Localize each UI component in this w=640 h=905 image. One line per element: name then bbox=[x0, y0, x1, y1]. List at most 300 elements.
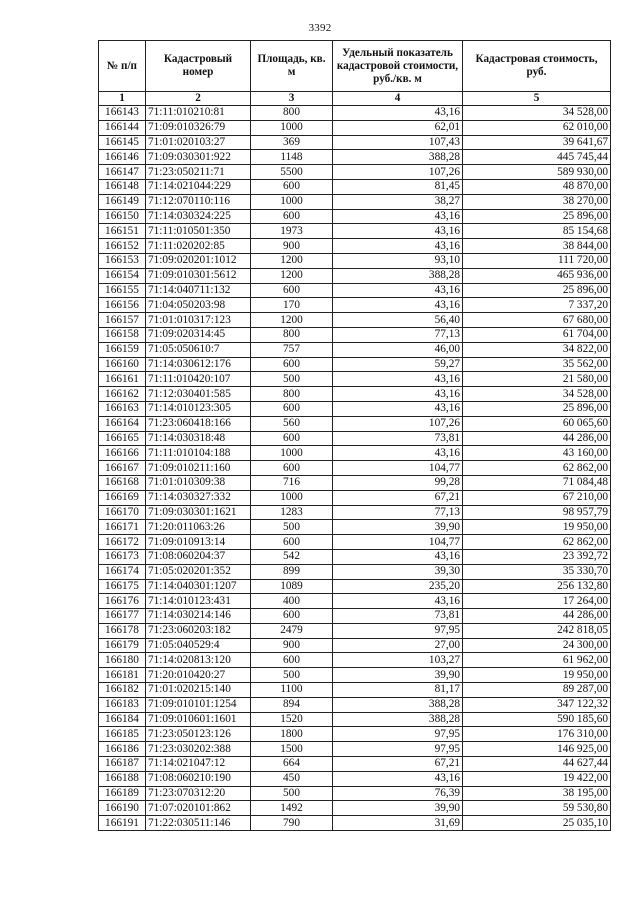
cadastral-number-cell: 71:04:050203:98 bbox=[146, 298, 251, 313]
cadastral-value-cell: 146 925,00 bbox=[463, 742, 611, 757]
unit-value-cell: 43,16 bbox=[333, 239, 463, 254]
area-cell: 1500 bbox=[251, 742, 333, 757]
table-row bbox=[99, 387, 611, 402]
area-cell: 716 bbox=[251, 475, 333, 490]
area-cell: 600 bbox=[251, 179, 333, 194]
cadastral-value-cell: 61 962,00 bbox=[463, 653, 611, 668]
area-cell: 400 bbox=[251, 594, 333, 609]
area-cell: 2479 bbox=[251, 623, 333, 638]
table-row bbox=[99, 475, 611, 490]
table-row bbox=[99, 564, 611, 579]
cadastral-number-cell: 71:01:020103:27 bbox=[146, 135, 251, 150]
unit-value-cell: 388,28 bbox=[333, 697, 463, 712]
area-cell: 800 bbox=[251, 387, 333, 402]
unit-value-cell: 43,16 bbox=[333, 549, 463, 564]
area-cell: 1089 bbox=[251, 579, 333, 594]
unit-value-cell: 43,16 bbox=[333, 446, 463, 461]
row-number-cell: 166153 bbox=[99, 253, 146, 268]
table-row bbox=[99, 253, 611, 268]
cadastral-value-cell: 347 122,32 bbox=[463, 697, 611, 712]
cadastral-number-cell: 71:23:060418:166 bbox=[146, 416, 251, 431]
row-number-cell: 166154 bbox=[99, 268, 146, 283]
column-number-row bbox=[99, 92, 611, 106]
cadastral-number-cell: 71:01:020215:140 bbox=[146, 683, 251, 698]
area-cell: 899 bbox=[251, 564, 333, 579]
cadastral-value-cell: 44 286,00 bbox=[463, 431, 611, 446]
area-cell: 500 bbox=[251, 668, 333, 683]
area-cell: 5500 bbox=[251, 165, 333, 180]
row-number-cell: 166190 bbox=[99, 801, 146, 816]
unit-value-cell: 93,10 bbox=[333, 253, 463, 268]
cadastral-value-cell: 61 704,00 bbox=[463, 327, 611, 342]
table-row bbox=[99, 120, 611, 135]
row-number-cell: 166170 bbox=[99, 505, 146, 520]
column-number: 5 bbox=[463, 92, 611, 106]
cadastral-value-cell: 465 936,00 bbox=[463, 268, 611, 283]
cadastral-number-cell: 71:08:060210:190 bbox=[146, 771, 251, 786]
cadastral-value-table bbox=[98, 40, 611, 831]
unit-value-cell: 97,95 bbox=[333, 742, 463, 757]
unit-value-cell: 107,43 bbox=[333, 135, 463, 150]
unit-value-cell: 67,21 bbox=[333, 757, 463, 772]
table-row bbox=[99, 209, 611, 224]
row-number-cell: 166180 bbox=[99, 653, 146, 668]
cadastral-number-cell: 71:14:040301:1207 bbox=[146, 579, 251, 594]
unit-value-cell: 97,95 bbox=[333, 727, 463, 742]
area-cell: 1000 bbox=[251, 446, 333, 461]
cadastral-value-cell: 38 844,00 bbox=[463, 239, 611, 254]
unit-value-cell: 46,00 bbox=[333, 342, 463, 357]
unit-value-cell: 38,27 bbox=[333, 194, 463, 209]
table-row bbox=[99, 342, 611, 357]
cadastral-value-cell: 25 035,10 bbox=[463, 816, 611, 831]
cadastral-number-cell: 71:08:060204:37 bbox=[146, 549, 251, 564]
cadastral-value-cell: 43 160,00 bbox=[463, 446, 611, 461]
header-cadastral-value: Кадастровая стоимость, руб. bbox=[463, 41, 611, 92]
row-number-cell: 166150 bbox=[99, 209, 146, 224]
unit-value-cell: 76,39 bbox=[333, 786, 463, 801]
column-number: 2 bbox=[146, 92, 251, 106]
cadastral-value-cell: 19 422,00 bbox=[463, 771, 611, 786]
area-cell: 757 bbox=[251, 342, 333, 357]
column-number: 1 bbox=[99, 92, 146, 106]
area-cell: 1800 bbox=[251, 727, 333, 742]
area-cell: 1100 bbox=[251, 683, 333, 698]
cadastral-value-cell: 19 950,00 bbox=[463, 520, 611, 535]
cadastral-number-cell: 71:14:030318:48 bbox=[146, 431, 251, 446]
cadastral-value-cell: 67 210,00 bbox=[463, 490, 611, 505]
cadastral-value-cell: 85 154,68 bbox=[463, 224, 611, 239]
table-row bbox=[99, 594, 611, 609]
row-number-cell: 166176 bbox=[99, 594, 146, 609]
cadastral-value-cell: 44 286,00 bbox=[463, 609, 611, 624]
cadastral-value-cell: 67 680,00 bbox=[463, 313, 611, 328]
row-number-cell: 166168 bbox=[99, 475, 146, 490]
area-cell: 664 bbox=[251, 757, 333, 772]
area-cell: 500 bbox=[251, 786, 333, 801]
unit-value-cell: 43,16 bbox=[333, 594, 463, 609]
cadastral-value-cell: 62 010,00 bbox=[463, 120, 611, 135]
cadastral-number-cell: 71:14:030327:332 bbox=[146, 490, 251, 505]
cadastral-number-cell: 71:09:020201:1012 bbox=[146, 253, 251, 268]
cadastral-number-cell: 71:09:010101:1254 bbox=[146, 697, 251, 712]
table-row bbox=[99, 520, 611, 535]
cadastral-number-cell: 71:01:010309:38 bbox=[146, 475, 251, 490]
row-number-cell: 166172 bbox=[99, 535, 146, 550]
unit-value-cell: 107,26 bbox=[333, 416, 463, 431]
cadastral-value-cell: 34 822,00 bbox=[463, 342, 611, 357]
unit-value-cell: 43,16 bbox=[333, 209, 463, 224]
area-cell: 170 bbox=[251, 298, 333, 313]
row-number-cell: 166189 bbox=[99, 786, 146, 801]
cadastral-value-cell: 25 896,00 bbox=[463, 283, 611, 298]
area-cell: 600 bbox=[251, 431, 333, 446]
row-number-cell: 166148 bbox=[99, 179, 146, 194]
cadastral-value-cell: 25 896,00 bbox=[463, 209, 611, 224]
table-row bbox=[99, 372, 611, 387]
cadastral-value-cell: 35 562,00 bbox=[463, 357, 611, 372]
cadastral-number-cell: 71:11:010210:81 bbox=[146, 106, 251, 121]
row-number-cell: 166151 bbox=[99, 224, 146, 239]
unit-value-cell: 27,00 bbox=[333, 638, 463, 653]
cadastral-value-cell: 71 084,48 bbox=[463, 475, 611, 490]
table-row bbox=[99, 801, 611, 816]
table-row bbox=[99, 668, 611, 683]
cadastral-value-cell: 24 300,00 bbox=[463, 638, 611, 653]
row-number-cell: 166163 bbox=[99, 401, 146, 416]
cadastral-number-cell: 71:09:030301:922 bbox=[146, 150, 251, 165]
cadastral-value-cell: 25 896,00 bbox=[463, 401, 611, 416]
table-row bbox=[99, 179, 611, 194]
unit-value-cell: 43,16 bbox=[333, 283, 463, 298]
unit-value-cell: 104,77 bbox=[333, 461, 463, 476]
cadastral-number-cell: 71:14:030612:176 bbox=[146, 357, 251, 372]
unit-value-cell: 43,16 bbox=[333, 387, 463, 402]
cadastral-number-cell: 71:23:070312:20 bbox=[146, 786, 251, 801]
unit-value-cell: 39,30 bbox=[333, 564, 463, 579]
table-row bbox=[99, 194, 611, 209]
row-number-cell: 166169 bbox=[99, 490, 146, 505]
cadastral-number-cell: 71:09:020314:45 bbox=[146, 327, 251, 342]
unit-value-cell: 388,28 bbox=[333, 150, 463, 165]
table-row bbox=[99, 416, 611, 431]
column-number: 4 bbox=[333, 92, 463, 106]
header-row-number: № п/п bbox=[99, 41, 146, 92]
area-cell: 900 bbox=[251, 239, 333, 254]
area-cell: 1000 bbox=[251, 120, 333, 135]
cadastral-number-cell: 71:05:050610:7 bbox=[146, 342, 251, 357]
cadastral-number-cell: 71:11:020202:85 bbox=[146, 239, 251, 254]
table-body bbox=[99, 106, 611, 831]
cadastral-value-cell: 34 528,00 bbox=[463, 387, 611, 402]
cadastral-number-cell: 71:09:010211:160 bbox=[146, 461, 251, 476]
unit-value-cell: 73,81 bbox=[333, 431, 463, 446]
table-row bbox=[99, 742, 611, 757]
table-row bbox=[99, 535, 611, 550]
table-row bbox=[99, 712, 611, 727]
table-row bbox=[99, 446, 611, 461]
cadastral-number-cell: 71:11:010104:188 bbox=[146, 446, 251, 461]
table-row bbox=[99, 653, 611, 668]
cadastral-number-cell: 71:01:010317:123 bbox=[146, 313, 251, 328]
table-row bbox=[99, 431, 611, 446]
area-cell: 600 bbox=[251, 209, 333, 224]
cadastral-value-cell: 44 627,44 bbox=[463, 757, 611, 772]
row-number-cell: 166173 bbox=[99, 549, 146, 564]
cadastral-number-cell: 71:07:020101:862 bbox=[146, 801, 251, 816]
unit-value-cell: 62,01 bbox=[333, 120, 463, 135]
table-header bbox=[99, 41, 611, 106]
area-cell: 1520 bbox=[251, 712, 333, 727]
cadastral-value-cell: 62 862,00 bbox=[463, 461, 611, 476]
area-cell: 1492 bbox=[251, 801, 333, 816]
row-number-cell: 166157 bbox=[99, 313, 146, 328]
row-number-cell: 166184 bbox=[99, 712, 146, 727]
table-row bbox=[99, 239, 611, 254]
row-number-cell: 166147 bbox=[99, 165, 146, 180]
unit-value-cell: 43,16 bbox=[333, 106, 463, 121]
table-row bbox=[99, 135, 611, 150]
row-number-cell: 166174 bbox=[99, 564, 146, 579]
area-cell: 1200 bbox=[251, 268, 333, 283]
cadastral-number-cell: 71:23:050123:126 bbox=[146, 727, 251, 742]
header-unit-value: Удельный показатель кадастровой стоимости, руб./кв. м bbox=[333, 41, 463, 92]
unit-value-cell: 43,16 bbox=[333, 298, 463, 313]
column-number: 3 bbox=[251, 92, 333, 106]
cadastral-value-cell: 21 580,00 bbox=[463, 372, 611, 387]
row-number-cell: 166179 bbox=[99, 638, 146, 653]
row-number-cell: 166152 bbox=[99, 239, 146, 254]
row-number-cell: 166144 bbox=[99, 120, 146, 135]
unit-value-cell: 388,28 bbox=[333, 712, 463, 727]
row-number-cell: 166162 bbox=[99, 387, 146, 402]
unit-value-cell: 81,17 bbox=[333, 683, 463, 698]
area-cell: 369 bbox=[251, 135, 333, 150]
header-row bbox=[99, 41, 611, 92]
cadastral-number-cell: 71:14:040711:132 bbox=[146, 283, 251, 298]
cadastral-value-cell: 176 310,00 bbox=[463, 727, 611, 742]
unit-value-cell: 59,27 bbox=[333, 357, 463, 372]
table-row bbox=[99, 816, 611, 831]
area-cell: 1200 bbox=[251, 313, 333, 328]
unit-value-cell: 31,69 bbox=[333, 816, 463, 831]
cadastral-number-cell: 71:14:010123:431 bbox=[146, 594, 251, 609]
unit-value-cell: 97,95 bbox=[333, 623, 463, 638]
area-cell: 600 bbox=[251, 357, 333, 372]
unit-value-cell: 67,21 bbox=[333, 490, 463, 505]
cadastral-value-cell: 62 862,00 bbox=[463, 535, 611, 550]
unit-value-cell: 99,28 bbox=[333, 475, 463, 490]
cadastral-number-cell: 71:09:010301:5612 bbox=[146, 268, 251, 283]
header-cadastral-number: Кадастровый номер bbox=[146, 41, 251, 92]
cadastral-number-cell: 71:23:050211:71 bbox=[146, 165, 251, 180]
cadastral-value-cell: 34 528,00 bbox=[463, 106, 611, 121]
unit-value-cell: 39,90 bbox=[333, 801, 463, 816]
row-number-cell: 166149 bbox=[99, 194, 146, 209]
row-number-cell: 166186 bbox=[99, 742, 146, 757]
area-cell: 600 bbox=[251, 401, 333, 416]
row-number-cell: 166185 bbox=[99, 727, 146, 742]
unit-value-cell: 39,90 bbox=[333, 520, 463, 535]
cadastral-value-cell: 35 330,70 bbox=[463, 564, 611, 579]
area-cell: 450 bbox=[251, 771, 333, 786]
table-row bbox=[99, 609, 611, 624]
cadastral-number-cell: 71:12:030401:585 bbox=[146, 387, 251, 402]
row-number-cell: 166183 bbox=[99, 697, 146, 712]
table-row bbox=[99, 638, 611, 653]
table-row bbox=[99, 579, 611, 594]
area-cell: 500 bbox=[251, 372, 333, 387]
area-cell: 1973 bbox=[251, 224, 333, 239]
unit-value-cell: 56,40 bbox=[333, 313, 463, 328]
table-row bbox=[99, 357, 611, 372]
area-cell: 894 bbox=[251, 697, 333, 712]
cadastral-value-cell: 590 185,60 bbox=[463, 712, 611, 727]
table-row bbox=[99, 461, 611, 476]
row-number-cell: 166158 bbox=[99, 327, 146, 342]
area-cell: 600 bbox=[251, 283, 333, 298]
area-cell: 600 bbox=[251, 535, 333, 550]
row-number-cell: 166165 bbox=[99, 431, 146, 446]
table-row bbox=[99, 268, 611, 283]
cadastral-number-cell: 71:20:011063:26 bbox=[146, 520, 251, 535]
table-row bbox=[99, 505, 611, 520]
cadastral-number-cell: 71:05:040529:4 bbox=[146, 638, 251, 653]
cadastral-number-cell: 71:09:010601:1601 bbox=[146, 712, 251, 727]
cadastral-number-cell: 71:05:020201:352 bbox=[146, 564, 251, 579]
area-cell: 800 bbox=[251, 106, 333, 121]
cadastral-value-cell: 19 950,00 bbox=[463, 668, 611, 683]
unit-value-cell: 43,16 bbox=[333, 224, 463, 239]
row-number-cell: 166167 bbox=[99, 461, 146, 476]
cadastral-value-cell: 242 818,05 bbox=[463, 623, 611, 638]
row-number-cell: 166155 bbox=[99, 283, 146, 298]
cadastral-number-cell: 71:14:030324:225 bbox=[146, 209, 251, 224]
cadastral-value-cell: 38 195,00 bbox=[463, 786, 611, 801]
table-row bbox=[99, 623, 611, 638]
unit-value-cell: 43,16 bbox=[333, 372, 463, 387]
unit-value-cell: 73,81 bbox=[333, 609, 463, 624]
cadastral-number-cell: 71:23:060203:182 bbox=[146, 623, 251, 638]
unit-value-cell: 107,26 bbox=[333, 165, 463, 180]
table-row bbox=[99, 401, 611, 416]
row-number-cell: 166145 bbox=[99, 135, 146, 150]
cadastral-number-cell: 71:11:010501:350 bbox=[146, 224, 251, 239]
area-cell: 600 bbox=[251, 461, 333, 476]
cadastral-number-cell: 71:14:021044:229 bbox=[146, 179, 251, 194]
row-number-cell: 166160 bbox=[99, 357, 146, 372]
cadastral-value-cell: 256 132,80 bbox=[463, 579, 611, 594]
unit-value-cell: 39,90 bbox=[333, 668, 463, 683]
table-row bbox=[99, 150, 611, 165]
table-row bbox=[99, 549, 611, 564]
row-number-cell: 166146 bbox=[99, 150, 146, 165]
unit-value-cell: 81,45 bbox=[333, 179, 463, 194]
row-number-cell: 166175 bbox=[99, 579, 146, 594]
cadastral-number-cell: 71:14:021047:12 bbox=[146, 757, 251, 772]
row-number-cell: 166182 bbox=[99, 683, 146, 698]
table-row bbox=[99, 298, 611, 313]
cadastral-value-cell: 98 957,79 bbox=[463, 505, 611, 520]
area-cell: 1200 bbox=[251, 253, 333, 268]
cadastral-value-cell: 111 720,00 bbox=[463, 253, 611, 268]
row-number-cell: 166187 bbox=[99, 757, 146, 772]
table-row bbox=[99, 771, 611, 786]
area-cell: 600 bbox=[251, 609, 333, 624]
row-number-cell: 166171 bbox=[99, 520, 146, 535]
row-number-cell: 166181 bbox=[99, 668, 146, 683]
cadastral-number-cell: 71:09:010913:14 bbox=[146, 535, 251, 550]
cadastral-value-cell: 39 641,67 bbox=[463, 135, 611, 150]
row-number-cell: 166191 bbox=[99, 816, 146, 831]
area-cell: 900 bbox=[251, 638, 333, 653]
area-cell: 600 bbox=[251, 653, 333, 668]
row-number-cell: 166177 bbox=[99, 609, 146, 624]
cadastral-number-cell: 71:09:010326:79 bbox=[146, 120, 251, 135]
area-cell: 1000 bbox=[251, 194, 333, 209]
row-number-cell: 166166 bbox=[99, 446, 146, 461]
row-number-cell: 166164 bbox=[99, 416, 146, 431]
cadastral-number-cell: 71:12:070110:116 bbox=[146, 194, 251, 209]
table-row bbox=[99, 313, 611, 328]
cadastral-number-cell: 71:14:010123:305 bbox=[146, 401, 251, 416]
table-row bbox=[99, 106, 611, 121]
area-cell: 1148 bbox=[251, 150, 333, 165]
table-row bbox=[99, 757, 611, 772]
cadastral-number-cell: 71:23:030202:388 bbox=[146, 742, 251, 757]
cadastral-number-cell: 71:09:030301:1621 bbox=[146, 505, 251, 520]
row-number-cell: 166161 bbox=[99, 372, 146, 387]
area-cell: 790 bbox=[251, 816, 333, 831]
area-cell: 542 bbox=[251, 549, 333, 564]
table-row bbox=[99, 683, 611, 698]
table-row bbox=[99, 490, 611, 505]
area-cell: 560 bbox=[251, 416, 333, 431]
row-number-cell: 166159 bbox=[99, 342, 146, 357]
cadastral-value-cell: 17 264,00 bbox=[463, 594, 611, 609]
unit-value-cell: 388,28 bbox=[333, 268, 463, 283]
page-number: 3392 bbox=[308, 22, 332, 34]
table-row bbox=[99, 224, 611, 239]
unit-value-cell: 43,16 bbox=[333, 401, 463, 416]
cadastral-number-cell: 71:22:030511:146 bbox=[146, 816, 251, 831]
area-cell: 1283 bbox=[251, 505, 333, 520]
table-row bbox=[99, 327, 611, 342]
table-row bbox=[99, 697, 611, 712]
area-cell: 800 bbox=[251, 327, 333, 342]
cadastral-value-cell: 445 745,44 bbox=[463, 150, 611, 165]
row-number-cell: 166143 bbox=[99, 106, 146, 121]
area-cell: 1000 bbox=[251, 490, 333, 505]
cadastral-value-cell: 89 287,00 bbox=[463, 683, 611, 698]
unit-value-cell: 77,13 bbox=[333, 327, 463, 342]
unit-value-cell: 104,77 bbox=[333, 535, 463, 550]
cadastral-value-cell: 589 930,00 bbox=[463, 165, 611, 180]
unit-value-cell: 235,20 bbox=[333, 579, 463, 594]
row-number-cell: 166178 bbox=[99, 623, 146, 638]
cadastral-value-cell: 23 392,72 bbox=[463, 549, 611, 564]
table-row bbox=[99, 786, 611, 801]
cadastral-number-cell: 71:14:020813:120 bbox=[146, 653, 251, 668]
cadastral-value-cell: 60 065,60 bbox=[463, 416, 611, 431]
cadastral-value-cell: 38 270,00 bbox=[463, 194, 611, 209]
header-area: Площадь, кв. м bbox=[251, 41, 333, 92]
table-row bbox=[99, 165, 611, 180]
table-row bbox=[99, 727, 611, 742]
table-row bbox=[99, 283, 611, 298]
row-number-cell: 166156 bbox=[99, 298, 146, 313]
area-cell: 500 bbox=[251, 520, 333, 535]
